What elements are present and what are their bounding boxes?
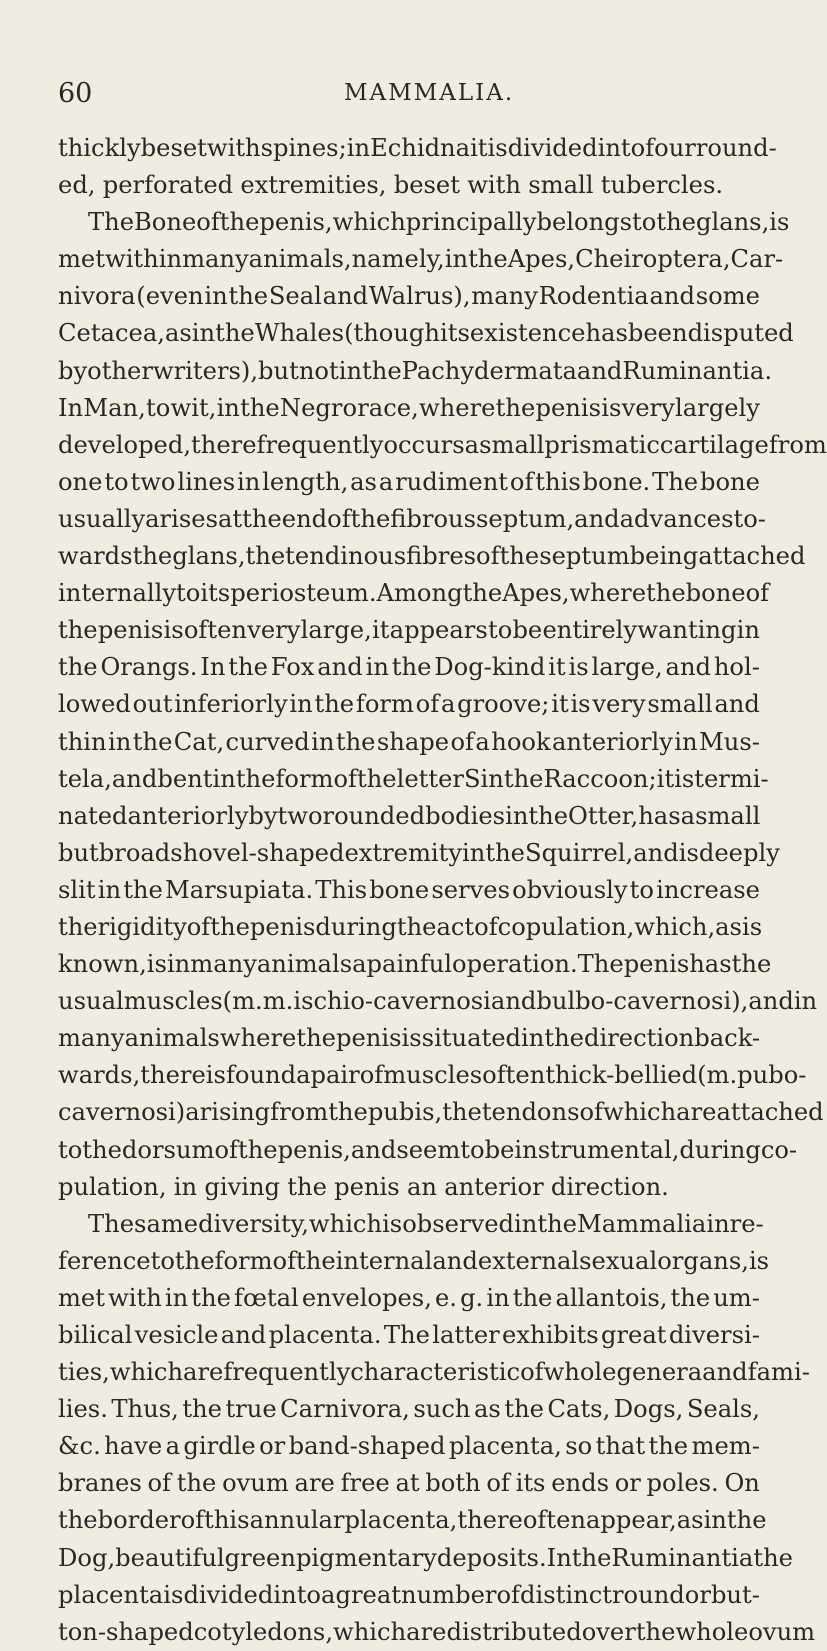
- text-line: one to two lines in length, as a rudiment of this bone. The bone: [58, 467, 760, 496]
- text-line: ties, which are frequently characteristic of whole genera and fami-: [58, 1358, 810, 1387]
- text-line: nivora (even in the Seal and Walrus), many Rodentia and some: [58, 282, 760, 311]
- text-line: lowed out inferiorly in the form of a groove; it is very small and: [58, 690, 760, 719]
- text-line: &c. have a girdle or band-shaped placenta, so that the mem-: [58, 1432, 760, 1461]
- text-line: ference to the form of the internal and external sexual organs, is: [58, 1246, 770, 1275]
- text-line: the border of this annular placenta, there often appear, as in the: [58, 1506, 767, 1535]
- text-line: met with in many animals, namely, in the Apes, Cheiroptera, Car-: [58, 245, 784, 274]
- text-line: The Bone of the penis, which principally belongs to the glans, is: [88, 208, 790, 237]
- text-line: bilical vesicle and placenta. The latter exhibits great diversi-: [58, 1321, 760, 1349]
- text-line: developed, there frequently occurs a small prismatic cartilage from: [58, 430, 827, 459]
- text-line: tela, and bent in the form of the letter S in the Raccoon; it is termi-: [58, 764, 769, 793]
- text-line: the penis is often very large, it appears to be entirely wanting in: [58, 616, 760, 645]
- text-line: usually arises at the end of the fibrous septum, and advances to-: [58, 504, 766, 533]
- text-line: met with in the fœtal envelopes, e. g. in the allantois, the um-: [58, 1283, 760, 1312]
- text-line: Dog, beautiful green pigmentary deposits. In the Ruminantia the: [58, 1543, 793, 1572]
- text-line: many animals where the penis is situated in the direction back-: [58, 1024, 761, 1053]
- text-line: but broad shovel-shaped extremity in the Squirrel, and is deeply: [58, 838, 780, 867]
- text-line: by other writers), but not in the Pachydermata and Ruminantia.: [58, 356, 773, 385]
- text-line: to the dorsum of the penis, and seem to be instrumental, during co-: [58, 1135, 798, 1164]
- text-line: nated anteriorly by two rounded bodies in the Otter, has a small: [58, 801, 761, 830]
- body-text: [58, 130, 827, 1651]
- text-line: ton-shaped cotyledons, which are distributed over the whole ovum: [58, 1617, 816, 1646]
- text-line: wards the glans, the tendinous fibres of the septum being attached: [58, 542, 806, 571]
- text-line: usual muscles (m. m. ischio-cavernosi and bulbo-cavernosi), and in: [58, 987, 818, 1016]
- text-line: lies. Thus, the true Carnivora, such as the Cats, Dogs, Seals,: [58, 1395, 760, 1424]
- text-line: branes of the ovum are free at both of its ends or poles. On: [58, 1469, 760, 1498]
- text-line: The same diversity, which is observed in the Mammalia in re-: [88, 1209, 764, 1238]
- page-header: [0, 78, 800, 112]
- text-line: the rigidity of the penis during the act of copulation, which, as is: [58, 912, 763, 941]
- text-line: the Orangs. In the Fox and in the Dog-kind it is large, and hol-: [58, 653, 760, 682]
- text-line: cavernosi) arising from the pubis, the tendons of which are attached: [58, 1098, 824, 1127]
- text-line: placenta is divided into a great number of distinct round or but-: [58, 1580, 760, 1609]
- text-line: slit in the Marsupiata. This bone serves obviously to increase: [58, 875, 760, 904]
- text-line: known, is in many animals a painful operation. The penis has the: [58, 950, 772, 979]
- page-number: 60: [58, 78, 93, 109]
- text-line: Cetacea, as in the Whales (though its existence has been disputed: [58, 319, 794, 348]
- text-line: internally to its periosteum. Among the Apes, where the bone of: [58, 579, 770, 608]
- text-line: thickly beset with spines; in Echidna it is divided into four round-: [58, 134, 777, 162]
- text-line: thin in the Cat, curved in the shape of a hook anteriorly in Mus-: [58, 727, 760, 756]
- text-line: pulation, in giving the penis an anterior direction.: [58, 1172, 669, 1201]
- text-line: wards, there is found a pair of muscles often thick-bellied (m. pubo-: [58, 1061, 807, 1090]
- text-line: ed, perforated extremities, beset with small tubercles.: [58, 171, 724, 200]
- running-title: MAMMALIA.: [344, 80, 515, 106]
- text-line: In Man, to wit, in the Negro race, where the penis is very largely: [58, 393, 760, 422]
